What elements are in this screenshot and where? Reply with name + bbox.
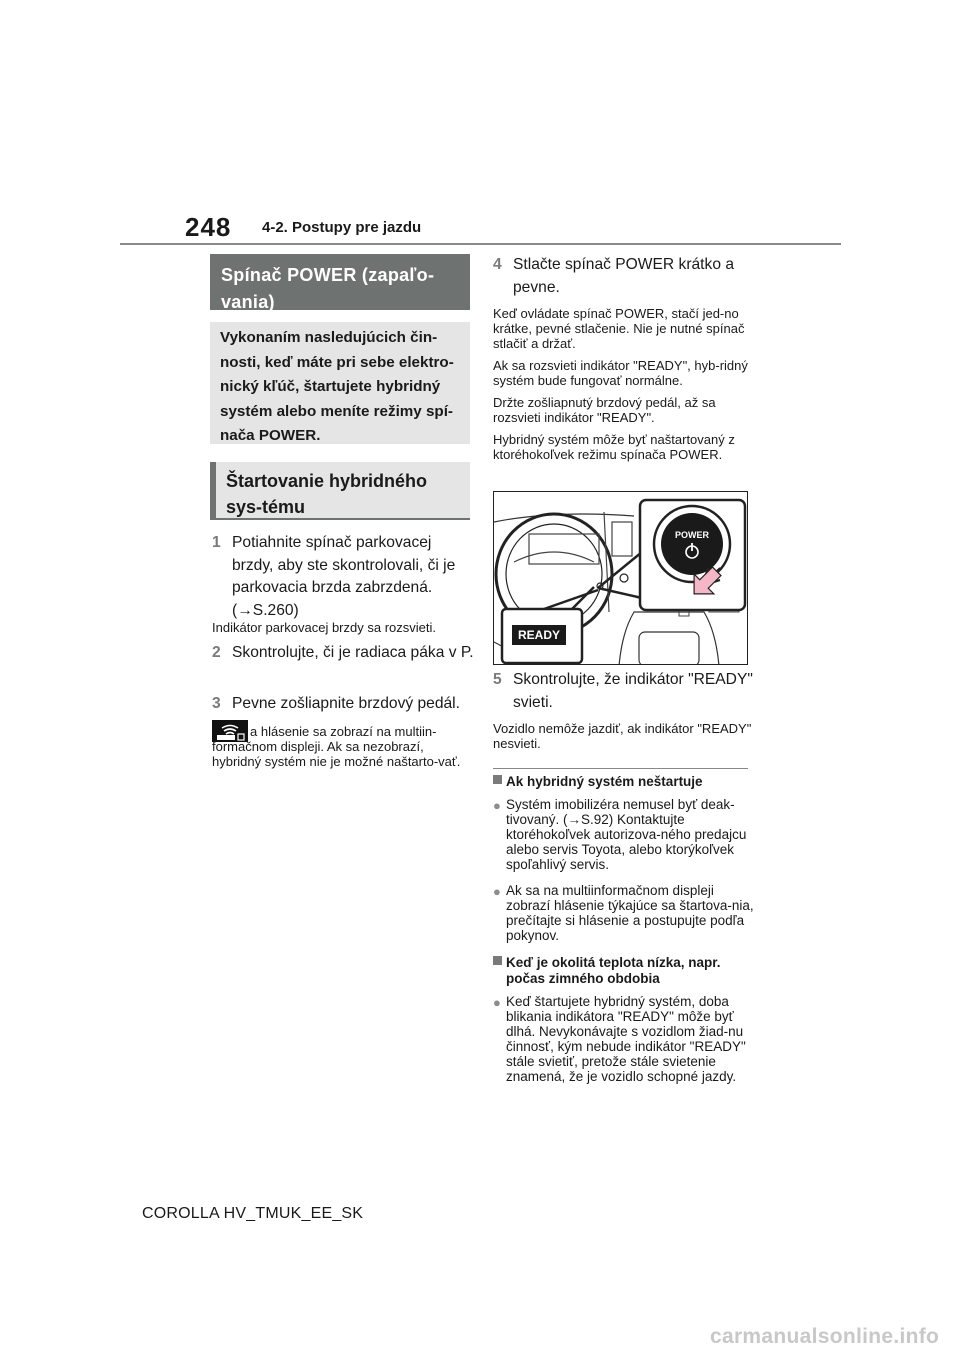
watermark: carmanualsonline.info <box>710 1325 940 1348</box>
section-divider <box>493 768 748 769</box>
page-number: 248 <box>185 212 232 242</box>
step-number: 2 <box>212 644 221 661</box>
step-3-note: a hlásenie sa zobrazí na multiin-formačnom displeji. Ak sa nezobrazí, hybridný systém nie je možné naštarto-vať. <box>212 724 461 769</box>
section-a-heading <box>493 774 755 790</box>
step-4-note-3: Držte zošliapnutý brzdový pedál, až sa rozsvieti indikátor "READY". <box>493 395 716 425</box>
step-text: Skontrolujte, či je radiaca páka v P. <box>232 644 474 661</box>
power-button-label: POWER <box>674 530 709 540</box>
square-bullet-icon <box>493 775 502 784</box>
step-text: Stlačte spínač POWER krátko a pevne. <box>513 256 734 296</box>
step-5 <box>493 669 758 714</box>
section-b-heading <box>493 955 755 986</box>
ready-indicator-label: READY <box>517 628 560 642</box>
power-switch-illustration <box>493 491 748 665</box>
step-4 <box>493 254 755 299</box>
step-1 <box>212 532 474 622</box>
circle-bullet-icon: ● <box>493 995 501 1010</box>
section-title: 4-2. Postupy pre jazdu <box>262 219 422 236</box>
sub-heading-rule <box>210 518 470 520</box>
step-4-note-4: Hybridný systém môže byť naštartovaný z ktoréhokoľvek režimu spínača POWER. <box>493 432 735 462</box>
step-5-note: Vozidlo nemôže jazdiť, ak indikátor "READY" nesvieti. <box>493 721 752 751</box>
circle-bullet-icon: ● <box>493 798 501 813</box>
step-text: Pevne zošliapnite brzdový pedál. <box>232 695 460 712</box>
step-2 <box>212 642 474 665</box>
step-number: 5 <box>493 671 502 688</box>
bullet-text: Systém imobilizéra nemusel byť deak-tivovaný. (→S.92) Kontaktujte ktoréhokoľvek autorizova-ného predajcu alebo servis Toyota, alebo ktorýkoľvek spoľahlivý servis. <box>506 797 747 872</box>
section-b-title: Keď je okolitá teplota nízka, napr. počas zimného obdobia <box>506 955 721 986</box>
step-4-note-2: Ak sa rozsvieti indikátor "READY", hyb-ridný systém bude fungovať normálne. <box>493 358 748 388</box>
step-4-note-1: Keď ovládate spínač POWER, stačí jed-no krátke, pevné stlačenie. Nie je nutné spínač stlačiť a držať. <box>493 306 745 351</box>
step-number: 3 <box>212 695 221 712</box>
step-text: Skontrolujte, že indikátor "READY" svieti. <box>513 671 753 711</box>
circle-bullet-icon: ● <box>493 884 501 899</box>
step-number: 4 <box>493 256 502 273</box>
bullet-a1 <box>493 797 755 872</box>
header-rule <box>120 243 841 245</box>
bullet-text: Ak sa na multiinformačnom displeji zobrazí hlásenie týkajúce sa štartova-nia, prečítajte si hlásenie a postupujte podľa pokynov. <box>506 883 754 943</box>
bullet-text: Keď štartujete hybridný systém, doba blikania indikátora "READY" môže byť dlhá. Nevykonávajte s vozidlom žiad-nu činnosť, kým nebude indikátor "READY" stále svietiť, pretože stále svietenie znamená, že je vozidlo schopné jazdy. <box>506 994 746 1084</box>
main-heading: Spínač POWER (zapaľo-vania) <box>210 254 470 310</box>
bullet-a2 <box>493 883 755 943</box>
bullet-b1 <box>493 994 755 1084</box>
step-3 <box>212 693 477 716</box>
step-number: 1 <box>212 534 221 551</box>
intro-box: Vykonaním nasledujúcich čin-nosti, keď máte pri sebe elektro-nický kľúč, štartujete hybridný systém alebo meníte režimy spí-nača POWER. <box>210 322 470 444</box>
square-bullet-icon <box>493 956 502 965</box>
section-a-title: Ak hybridný systém neštartuje <box>506 774 703 789</box>
sub-heading: Štartovanie hybridného sys-tému <box>210 462 470 518</box>
step-1-note: Indikátor parkovacej brzdy sa rozsvieti. <box>212 620 436 635</box>
footer-model: COROLLA HV_TMUK_EE_SK <box>142 1205 364 1222</box>
step-text: Potiahnite spínač parkovacej brzdy, aby ste skontrolovali, či je parkovacia brzda zabrzdená. (→S.260) <box>232 534 456 619</box>
sub-heading-bar <box>210 462 216 518</box>
